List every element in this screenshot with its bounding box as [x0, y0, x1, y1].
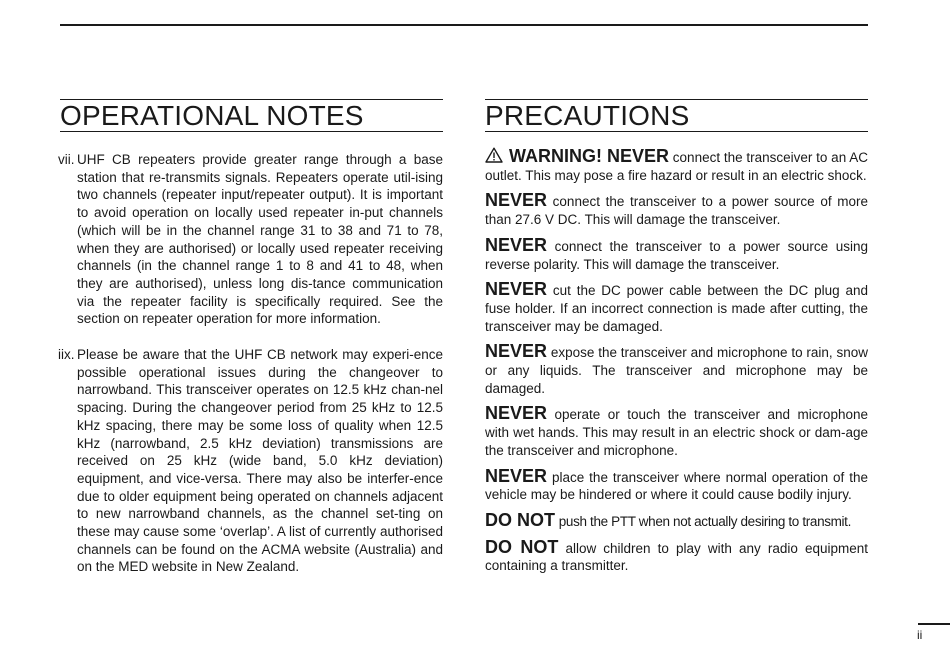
note-item — [60, 151, 443, 328]
precaution-text: push the PTT when not actually desiring to transmit. — [558, 513, 851, 529]
precaution-item — [485, 536, 868, 575]
precaution-item — [485, 234, 868, 273]
note-number: iix. — [58, 347, 75, 363]
operational-notes-section — [60, 99, 443, 576]
precaution-item — [485, 343, 868, 397]
precautions-section — [485, 99, 868, 575]
precaution-keyword: NEVER — [485, 403, 548, 424]
precaution-keyword: NEVER — [485, 465, 548, 486]
warning-triangle-icon — [485, 147, 503, 163]
precaution-keyword: DO NOT — [485, 509, 555, 530]
heading-bottom-rule — [485, 131, 868, 132]
section-heading: PRECAUTIONS — [485, 100, 690, 131]
note-item — [60, 346, 443, 576]
precaution-item — [485, 465, 868, 504]
precaution-text: operate or touch the transceiver and microphone with wet hands. This may result in an electric shock or dam-age the transceiver and microphone. — [485, 407, 868, 458]
precaution-item — [485, 147, 868, 184]
heading-bottom-rule — [60, 131, 443, 132]
page-number: ii — [917, 628, 923, 642]
top-rule — [60, 24, 868, 26]
precaution-text: expose the transceiver and microphone to rain, snow or any liquids. The transceiver and microphone may be damaged. — [485, 345, 868, 396]
precaution-keyword: NEVER — [485, 279, 548, 300]
precaution-text: connect the transceiver to a power source of more than 27.6 V DC. This will damage the transceiver. — [485, 194, 868, 228]
precaution-text: connect the transceiver to a power source using reverse polarity. This will damage the transceiver. — [485, 238, 868, 272]
precaution-item — [485, 405, 868, 459]
section-heading: OPERATIONAL NOTES — [60, 100, 364, 131]
precaution-keyword: NEVER — [485, 341, 548, 362]
note-text: UHF CB repeaters provide greater range through a base station that re-transmits signals. Repeaters operate util-ising two channels (repeater input/repeater output). It is important to avoid operation on locally used repeater in-put channels (which will be in the channel range 31 to 38 and 71 to 78, when they are authorised) or locally used repeater receiving channels (in the channel range 1 to 8 and 41 to 48, when they are authorised), unless long dis-tance communication via the repeater facility is specifically required. See the section on repeater operation for more information. — [77, 152, 443, 327]
precaution-item — [485, 281, 868, 335]
precaution-keyword: WARNING! NEVER — [509, 146, 670, 166]
precaution-text: place the transceiver where normal operation of the vehicle may be hindered or where it could cause bodily injury. — [485, 469, 868, 503]
precaution-text: connect the transceiver to an AC outlet. This may pose a fire hazard or result in an electric shock. — [485, 150, 868, 183]
precaution-keyword: NEVER — [485, 190, 548, 211]
note-number: vii. — [58, 152, 75, 167]
precaution-keyword: DO NOT — [485, 536, 559, 557]
precaution-text: cut the DC power cable between the DC plug and fuse holder. If an incorrect connection is made after cutting, the transceiver may be damaged. — [485, 283, 868, 334]
precaution-item — [485, 192, 868, 228]
precaution-keyword: NEVER — [485, 234, 548, 255]
page-corner-rule — [918, 623, 950, 625]
precaution-text: allow children to play with any radio equipment containing a transmitter. — [485, 540, 868, 574]
precaution-item — [485, 509, 868, 531]
note-text: Please be aware that the UHF CB network may experi-ence possible operational issues during the changeover to narrowband. This transceiver operates on 12.5 kHz chan-nel spacing. During the changeover period from 25 kHz to 12.5 kHz spacing, there may be some loss of quality when 12.5 kHz (narrowband, 2.5 kHz deviation) transmissions are received on 25 kHz (wide band, 5.0 kHz deviation) equipment, and vice-versa. There may also be interfer-ence due to older equipment being operated on channels adjacent to new narrowband channels, as the channel set-ting on these may cause some ‘overlap’. A list of currently authorised channels can be found on the ACMA website (Australia) and on the MED website in New Zealand. — [77, 347, 443, 575]
